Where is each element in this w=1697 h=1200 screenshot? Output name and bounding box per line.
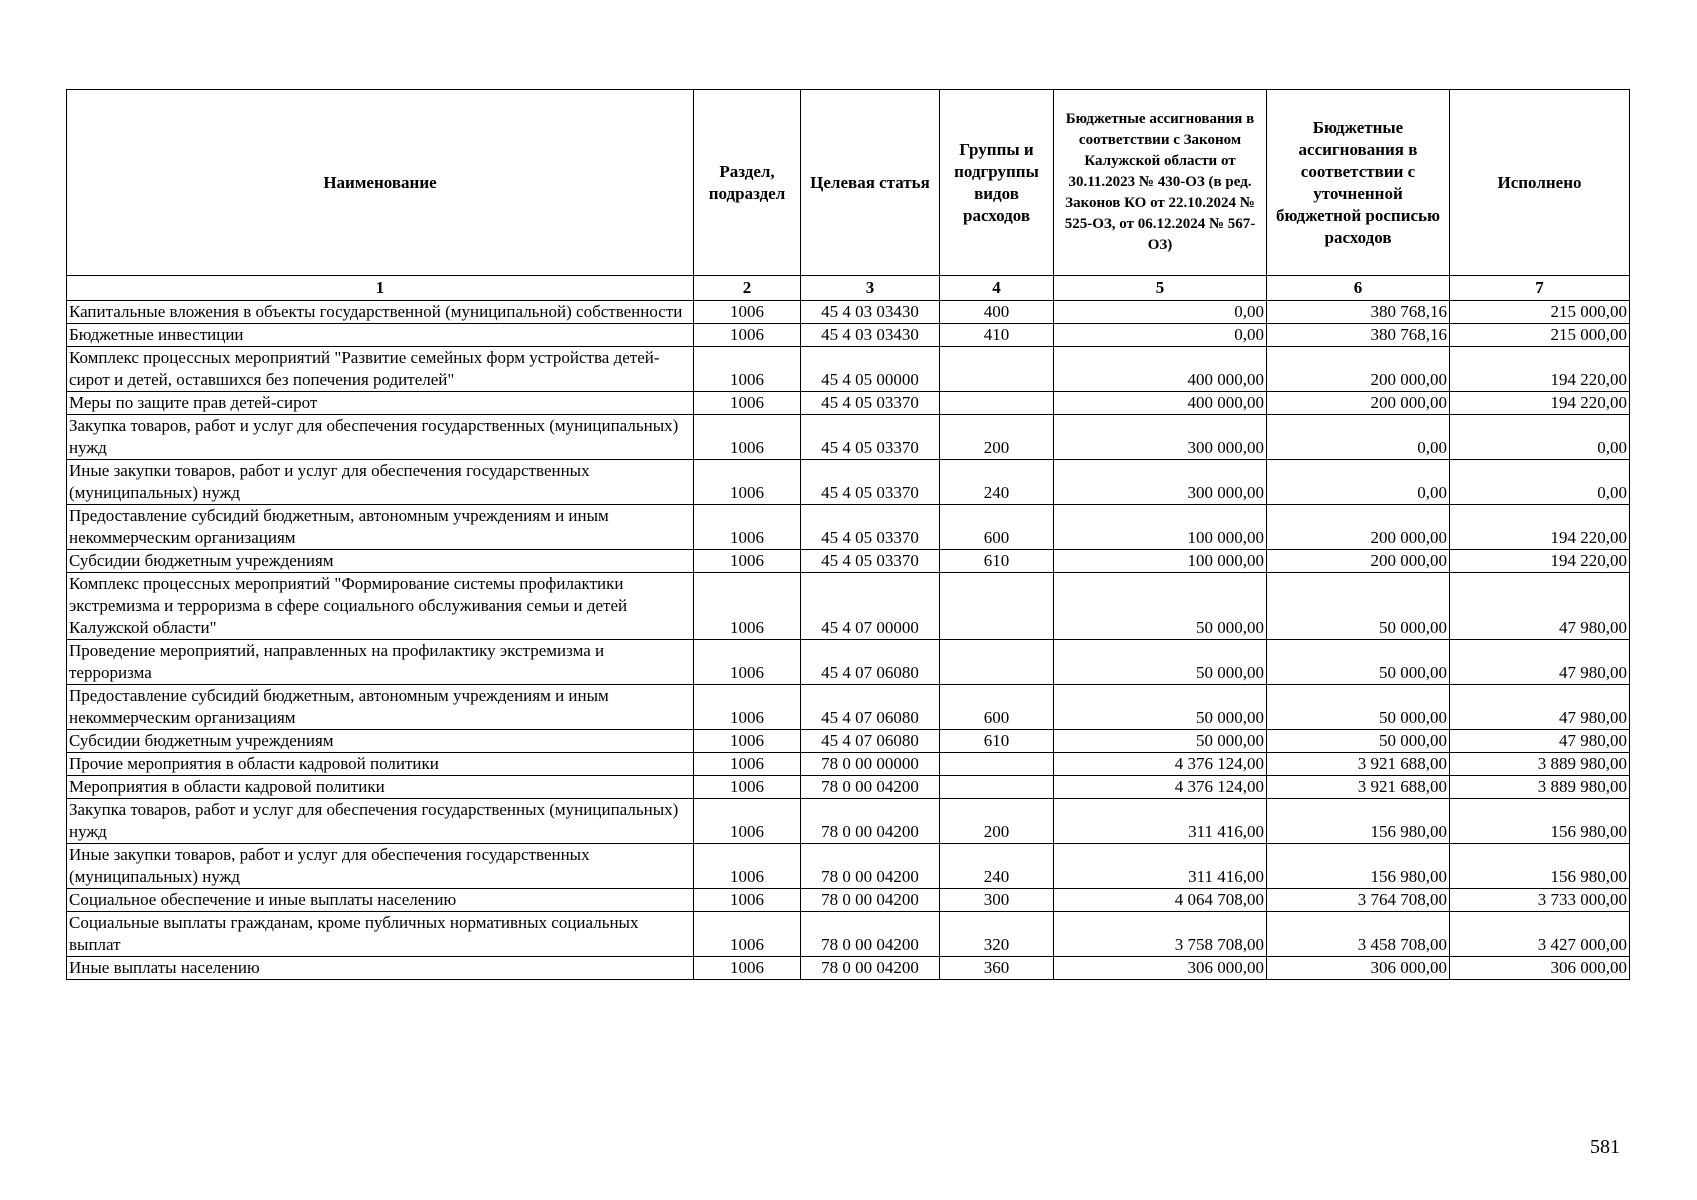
row-refined-allocation: 200 000,00 — [1267, 347, 1450, 392]
row-name: Закупка товаров, работ и услуг для обеспечения государственных (муниципальных) нужд — [67, 415, 694, 460]
row-group — [940, 640, 1054, 685]
row-law-allocation: 311 416,00 — [1054, 799, 1267, 844]
row-article: 45 4 05 03370 — [801, 415, 940, 460]
table-row — [67, 415, 1630, 460]
table-header — [67, 90, 1630, 301]
row-executed: 47 980,00 — [1450, 730, 1630, 753]
row-section: 1006 — [694, 347, 801, 392]
row-name: Проведение мероприятий, направленных на профилактику экстремизма и терроризма — [67, 640, 694, 685]
row-refined-allocation: 200 000,00 — [1267, 505, 1450, 550]
row-name: Комплекс процессных мероприятий "Формирование системы профилактики экстремизма и терроризма в сфере социального обслуживания семьи и детей Калужской области" — [67, 573, 694, 640]
row-name: Предоставление субсидий бюджетным, автономным учреждениям и иным некоммерческим организациям — [67, 505, 694, 550]
row-article: 45 4 05 00000 — [801, 347, 940, 392]
header-name: Наименование — [67, 90, 694, 276]
table-row — [67, 301, 1630, 324]
table-row — [67, 912, 1630, 957]
table-row — [67, 640, 1630, 685]
row-group: 300 — [940, 889, 1054, 912]
row-group: 240 — [940, 460, 1054, 505]
row-article: 78 0 00 04200 — [801, 844, 940, 889]
row-law-allocation: 306 000,00 — [1054, 957, 1267, 980]
table-body — [67, 301, 1630, 980]
row-law-allocation: 4 376 124,00 — [1054, 776, 1267, 799]
row-section: 1006 — [694, 889, 801, 912]
row-section: 1006 — [694, 912, 801, 957]
row-refined-allocation: 3 764 708,00 — [1267, 889, 1450, 912]
row-section: 1006 — [694, 844, 801, 889]
row-group — [940, 753, 1054, 776]
row-refined-allocation: 3 458 708,00 — [1267, 912, 1450, 957]
row-section: 1006 — [694, 776, 801, 799]
row-law-allocation: 4 376 124,00 — [1054, 753, 1267, 776]
row-article: 45 4 05 03370 — [801, 550, 940, 573]
row-article: 45 4 03 03430 — [801, 301, 940, 324]
column-number: 3 — [801, 276, 940, 301]
row-section: 1006 — [694, 505, 801, 550]
row-law-allocation: 50 000,00 — [1054, 685, 1267, 730]
row-group: 410 — [940, 324, 1054, 347]
row-executed: 3 427 000,00 — [1450, 912, 1630, 957]
row-group: 200 — [940, 799, 1054, 844]
row-section: 1006 — [694, 730, 801, 753]
row-section: 1006 — [694, 753, 801, 776]
row-law-allocation: 400 000,00 — [1054, 392, 1267, 415]
table-row — [67, 844, 1630, 889]
row-article: 78 0 00 04200 — [801, 799, 940, 844]
table-row — [67, 505, 1630, 550]
row-group: 360 — [940, 957, 1054, 980]
row-refined-allocation: 200 000,00 — [1267, 392, 1450, 415]
table-row — [67, 460, 1630, 505]
row-group — [940, 392, 1054, 415]
row-article: 45 4 07 06080 — [801, 640, 940, 685]
row-section: 1006 — [694, 324, 801, 347]
budget-table — [66, 89, 1630, 980]
row-refined-allocation: 50 000,00 — [1267, 685, 1450, 730]
row-name: Прочие мероприятия в области кадровой политики — [67, 753, 694, 776]
row-article: 45 4 07 06080 — [801, 730, 940, 753]
row-executed: 215 000,00 — [1450, 301, 1630, 324]
table-row — [67, 324, 1630, 347]
column-number: 4 — [940, 276, 1054, 301]
row-refined-allocation: 0,00 — [1267, 460, 1450, 505]
table-row — [67, 573, 1630, 640]
row-law-allocation: 50 000,00 — [1054, 730, 1267, 753]
column-number: 2 — [694, 276, 801, 301]
table-row — [67, 685, 1630, 730]
row-section: 1006 — [694, 685, 801, 730]
row-group: 610 — [940, 730, 1054, 753]
row-refined-allocation: 156 980,00 — [1267, 799, 1450, 844]
row-executed: 0,00 — [1450, 415, 1630, 460]
row-law-allocation: 100 000,00 — [1054, 505, 1267, 550]
row-executed: 3 733 000,00 — [1450, 889, 1630, 912]
column-number: 7 — [1450, 276, 1630, 301]
row-article: 45 4 03 03430 — [801, 324, 940, 347]
row-group: 320 — [940, 912, 1054, 957]
row-name: Комплекс процессных мероприятий "Развитие семейных форм устройства детей-сирот и детей, оставшихся без попечения родителей" — [67, 347, 694, 392]
row-name: Бюджетные инвестиции — [67, 324, 694, 347]
row-section: 1006 — [694, 392, 801, 415]
row-article: 45 4 07 06080 — [801, 685, 940, 730]
header-article: Целевая статья — [801, 90, 940, 276]
row-group: 200 — [940, 415, 1054, 460]
table-row — [67, 347, 1630, 392]
row-article: 45 4 05 03370 — [801, 392, 940, 415]
budget-table-container — [66, 89, 1629, 980]
row-refined-allocation: 50 000,00 — [1267, 573, 1450, 640]
row-section: 1006 — [694, 460, 801, 505]
row-law-allocation: 0,00 — [1054, 324, 1267, 347]
row-law-allocation: 300 000,00 — [1054, 460, 1267, 505]
row-executed: 156 980,00 — [1450, 844, 1630, 889]
row-section: 1006 — [694, 550, 801, 573]
row-law-allocation: 300 000,00 — [1054, 415, 1267, 460]
row-name: Мероприятия в области кадровой политики — [67, 776, 694, 799]
row-name: Предоставление субсидий бюджетным, автономным учреждениям и иным некоммерческим организациям — [67, 685, 694, 730]
row-name: Закупка товаров, работ и услуг для обеспечения государственных (муниципальных) нужд — [67, 799, 694, 844]
row-executed: 47 980,00 — [1450, 685, 1630, 730]
row-group: 600 — [940, 685, 1054, 730]
table-row — [67, 889, 1630, 912]
row-refined-allocation: 306 000,00 — [1267, 957, 1450, 980]
row-group: 600 — [940, 505, 1054, 550]
row-article: 78 0 00 00000 — [801, 753, 940, 776]
row-article: 45 4 05 03370 — [801, 505, 940, 550]
row-name: Меры по защите прав детей-сирот — [67, 392, 694, 415]
row-law-allocation: 3 758 708,00 — [1054, 912, 1267, 957]
row-name: Социальные выплаты гражданам, кроме публичных нормативных социальных выплат — [67, 912, 694, 957]
row-article: 78 0 00 04200 — [801, 912, 940, 957]
row-law-allocation: 4 064 708,00 — [1054, 889, 1267, 912]
row-law-allocation: 50 000,00 — [1054, 640, 1267, 685]
row-group — [940, 347, 1054, 392]
table-row — [67, 730, 1630, 753]
row-refined-allocation: 50 000,00 — [1267, 640, 1450, 685]
row-group — [940, 573, 1054, 640]
row-law-allocation: 100 000,00 — [1054, 550, 1267, 573]
table-row — [67, 753, 1630, 776]
row-refined-allocation: 3 921 688,00 — [1267, 753, 1450, 776]
row-name: Иные закупки товаров, работ и услуг для обеспечения государственных (муниципальных) нужд — [67, 460, 694, 505]
row-executed: 47 980,00 — [1450, 573, 1630, 640]
row-law-allocation: 50 000,00 — [1054, 573, 1267, 640]
row-executed: 47 980,00 — [1450, 640, 1630, 685]
row-refined-allocation: 50 000,00 — [1267, 730, 1450, 753]
header-section: Раздел, подраздел — [694, 90, 801, 276]
column-number-row — [67, 276, 1630, 301]
row-executed: 194 220,00 — [1450, 505, 1630, 550]
row-executed: 3 889 980,00 — [1450, 753, 1630, 776]
column-number: 6 — [1267, 276, 1450, 301]
row-executed: 0,00 — [1450, 460, 1630, 505]
row-article: 78 0 00 04200 — [801, 889, 940, 912]
table-row — [67, 550, 1630, 573]
header-refined-allocations: Бюджетные ассигнования в соответствии с уточненной бюджетной росписью расходов — [1267, 90, 1450, 276]
row-name: Субсидии бюджетным учреждениям — [67, 730, 694, 753]
table-row — [67, 799, 1630, 844]
row-group: 240 — [940, 844, 1054, 889]
row-refined-allocation: 156 980,00 — [1267, 844, 1450, 889]
row-refined-allocation: 200 000,00 — [1267, 550, 1450, 573]
header-groups: Группы и подгруппы видов расходов — [940, 90, 1054, 276]
row-article: 45 4 07 00000 — [801, 573, 940, 640]
column-number: 5 — [1054, 276, 1267, 301]
row-executed: 215 000,00 — [1450, 324, 1630, 347]
row-article: 78 0 00 04200 — [801, 776, 940, 799]
row-name: Капитальные вложения в объекты государственной (муниципальной) собственности — [67, 301, 694, 324]
row-executed: 194 220,00 — [1450, 550, 1630, 573]
row-group: 400 — [940, 301, 1054, 324]
row-group: 610 — [940, 550, 1054, 573]
header-law-allocations: Бюджетные ассигнования в соответствии с Законом Калужской области от 30.11.2023 № 430-ОЗ (в ред. Законов КО от 22.10.2024 № 525-ОЗ, от 06.12.2024 № 567-ОЗ) — [1054, 90, 1267, 276]
row-name: Социальное обеспечение и иные выплаты населению — [67, 889, 694, 912]
row-law-allocation: 311 416,00 — [1054, 844, 1267, 889]
row-executed: 306 000,00 — [1450, 957, 1630, 980]
column-number: 1 — [67, 276, 694, 301]
row-name: Субсидии бюджетным учреждениям — [67, 550, 694, 573]
row-refined-allocation: 380 768,16 — [1267, 324, 1450, 347]
row-group — [940, 776, 1054, 799]
row-executed: 3 889 980,00 — [1450, 776, 1630, 799]
row-section: 1006 — [694, 640, 801, 685]
table-row — [67, 392, 1630, 415]
row-refined-allocation: 0,00 — [1267, 415, 1450, 460]
header-row — [67, 90, 1630, 276]
row-name: Иные выплаты населению — [67, 957, 694, 980]
row-section: 1006 — [694, 957, 801, 980]
row-article: 78 0 00 04200 — [801, 957, 940, 980]
row-section: 1006 — [694, 573, 801, 640]
row-refined-allocation: 3 921 688,00 — [1267, 776, 1450, 799]
row-article: 45 4 05 03370 — [801, 460, 940, 505]
row-section: 1006 — [694, 799, 801, 844]
header-executed: Исполнено — [1450, 90, 1630, 276]
row-law-allocation: 400 000,00 — [1054, 347, 1267, 392]
row-executed: 194 220,00 — [1450, 392, 1630, 415]
table-row — [67, 957, 1630, 980]
row-section: 1006 — [694, 415, 801, 460]
row-law-allocation: 0,00 — [1054, 301, 1267, 324]
row-section: 1006 — [694, 301, 801, 324]
row-executed: 194 220,00 — [1450, 347, 1630, 392]
page-number: 581 — [1590, 1136, 1620, 1158]
table-row — [67, 776, 1630, 799]
row-name: Иные закупки товаров, работ и услуг для обеспечения государственных (муниципальных) нужд — [67, 844, 694, 889]
row-refined-allocation: 380 768,16 — [1267, 301, 1450, 324]
row-executed: 156 980,00 — [1450, 799, 1630, 844]
